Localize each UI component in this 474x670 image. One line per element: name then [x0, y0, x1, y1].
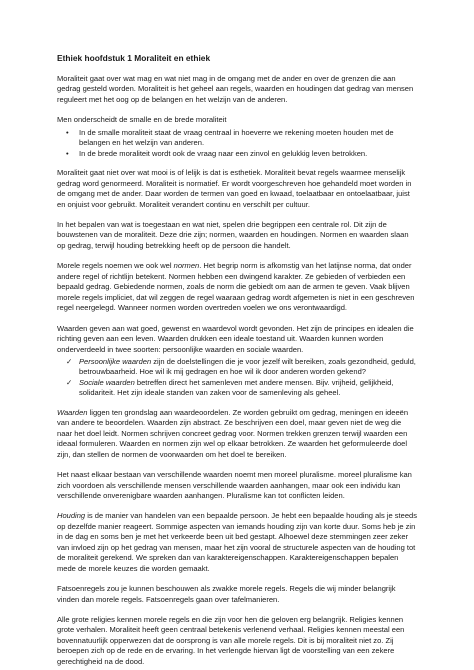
paragraph-onderscheid: Men onderscheidt de smalle en de brede moraliteit — [57, 115, 227, 125]
paragraph-waardeoordelen: Waarden liggen ten grondslag aan waardeoordelen. Ze worden gebruikt om gedrag, meningen en ideeën van andere te beoordelen. Waarden zijn abstract. Ze beschrijven een doel, maar geven niet de weg die naar het doel leidt. Normen schrijven concreet gedrag voor. Normen trekken grenzen terwijl waarden een ideaal formuleren. Waarden en normen zijn wel op elkaar betrokken. Ze waarden het geformuleerde doel zijn, dan stellen de normen de voorwaarden om het doel te bereiken. — [57, 407, 409, 459]
list-waarden-soorten — [57, 357, 418, 399]
paragraph-bouwstenen: In het bepalen van wat is toegestaan en wat niet, spelen drie begrippen een centrale rol. Dit zijn de bouwstenen van de moraliteit. Deze drie zijn; normen, waarden en houdingen. Normen en waarden slaan op gedrag, terwijl houding betrekking heeft op de persoon die handelt. — [57, 219, 409, 250]
checkmark-bullet-icon: ✓ — [66, 356, 73, 366]
paragraph-moraliteit-definitie: Moraliteit gaat over wat mag en wat niet mag in de omgang met de ander en over de grenzen die aan gedrag gesteld worden. Moraliteit is het geheel aan regels, waarden en houdingen dat gedrag van mensen reguleert met het oog op de belangen en het welzijn van de anderen. — [57, 74, 414, 104]
list-item: • In de brede moraliteit wordt ook de vraag naar een zinvol en gelukkig leven betrokken. — [66, 148, 368, 158]
paragraph-normen: Morele regels noemen we ook wel normen. Het begrip norm is afkomstig van het latijnse norma, dat onder andere regel of richtlijn betekent. Normen hebben een dwingend karakter. Ze gebieden of verbieden een bepaald gedrag. Gebiedende normen, zoals de norm die gebiedt om aan de armen te geven. Vaak blijven morele regels impliciet, dat wil zeggen de regel waaraan gedrag wordt afgemeten is niet in een geschreven regel neergelegd. Wanneer normen worden overtreden voelen we ons verontwaardigd. — [57, 261, 415, 313]
list-moraliteit-soorten — [57, 128, 418, 159]
paragraph-pluralisme: Het naast elkaar bestaan van verschillende waarden noemt men moreel pluralisme. moreel pluralisme kan zich voordoen als verschillende mensen verschillende waarden aanhangen, maar ook een individu kan verschillende onverenigbare waarden aanhangen. Pluralisme kan tot conflicten leiden. — [57, 470, 412, 500]
list-item: ✓ Persoonlijke waarden zijn de doelstellingen die je voor jezelf wilt bereiken, zoals gezondheid, geduld, betrouwbaarheid. Hoe wil ik mij gedragen en hoe wil ik door anderen worden gekend? — [66, 356, 416, 377]
bullet-icon: • — [66, 148, 69, 158]
paragraph-waarden: Waarden geven aan wat goed, gewenst en waardevol wordt gevonden. Het zijn de principes en idealen die richting geven aan een leven. Waarden drukken een ideale toestand uit. Waarden kunnen worden onderverdeeld in twee soorten: persoonlijke waarden en sociale waarden. — [57, 323, 414, 354]
document-title: Ethiek hoofdstuk 1 Moraliteit en ethiek — [57, 53, 211, 63]
list-item: ✓ Sociale waarden betreffen direct het samenleven met andere mensen. Bijv. vrijheid, gelijkheid, solidariteit. Het zijn ideale standen van zaken voor de samenleving als geheel. — [66, 377, 394, 398]
checkmark-bullet-icon: ✓ — [66, 377, 73, 387]
paragraph-houding: Houding is de manier van handelen van een bepaalde persoon. Je hebt een bepaalde houding als je steeds op dezelfde manier reageert. Sommige aspecten van iemands houding zijn van korte duur. Soms heb je zin in de dag en soms ben je met het verkeerde been uit bed gestapt. Alhoewel deze stemmingen zeer zeker van invloed zijn op het gedrag van mensen, maar het zijn vooral de structurele aspecten van de houding tot de moraliteit gerekend. We spreken dan van karaktereigenschappen. Karaktereigenschappen bepalen mede de morele keuzes die worden gemaakt. — [57, 511, 418, 573]
list-item: • In de smalle moraliteit staat de vraag centraal in hoeverre we rekening moeten houden met de belangen en het welzijn van anderen. — [66, 127, 394, 148]
paragraph-normatief: Moraliteit gaat niet over wat mooi is of lelijk is dat is esthetiek. Moraliteit bevat regels waarmee menselijk gedrag word genormeerd. Moraliteit is normatief. Er wordt voorgeschreven hoe gehandeld moet worden in de omgang met de ander. Daar worden de termen van goed en kwaad, toelaatbaar en ontoelaatbaar, juist en onjuist voor gebruikt. Moraliteit verandert continu en verschilt per cultuur. — [57, 168, 412, 209]
paragraph-fatsoenregels: Fatsoenregels zou je kunnen beschouwen als zwakke morele regels. Regels die wij minder belangrijk vinden dan morele regels. Fatsoenregels gaan over tafelmanieren. — [57, 584, 396, 604]
paragraph-religies: Alle grote religies kennen morele regels en die zijn voor hen die geloven erg belangrijk. Religies kennen grote verhalen. Moraliteit heeft geen centraal betekenis verlenend verhaal. Religies kennen meestal een bovennatuurlijk opperwezen dat de oorsprong is van alle morele regels. Dit is bij moraliteit niet zo. Zij beroepen zich op de rede en de ervaring. In het verlengde hiervan ligt de voorstelling van een zekere gerechtigheid na de dood. — [57, 615, 405, 666]
bullet-icon: • — [66, 127, 69, 137]
